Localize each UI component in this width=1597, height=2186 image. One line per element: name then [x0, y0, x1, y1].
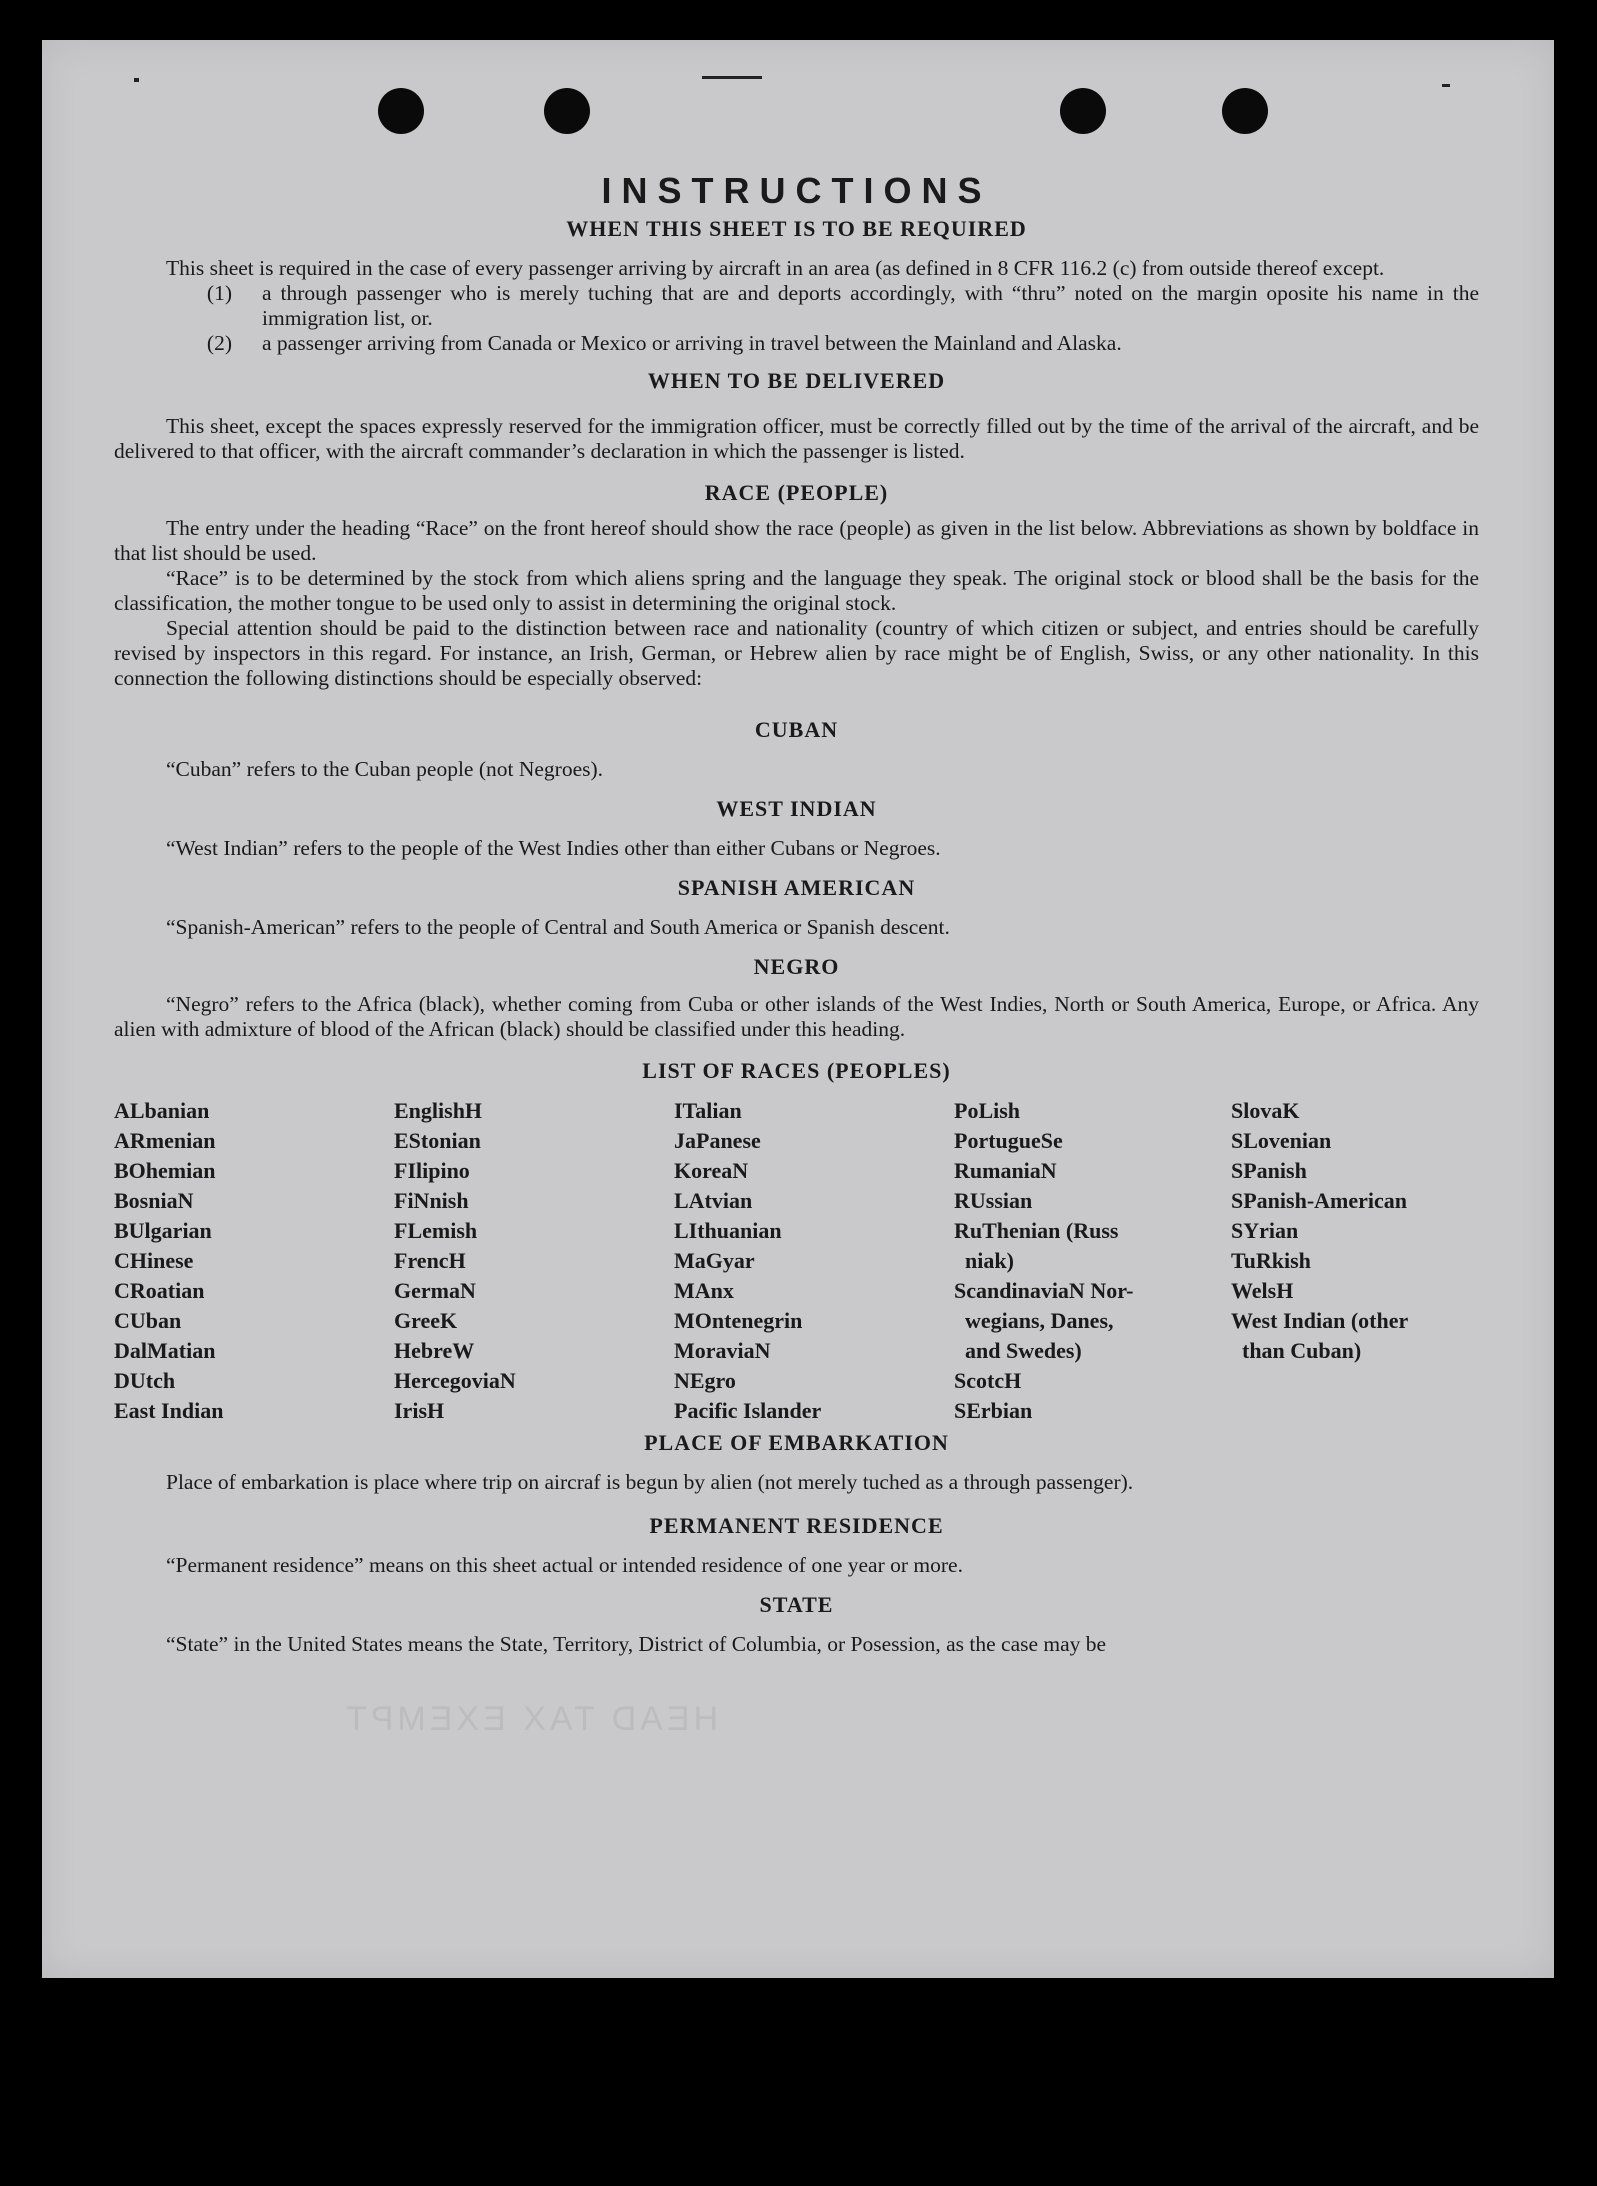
heading-when-required: WHEN THIS SHEET IS TO BE REQUIRED: [566, 216, 1027, 241]
race-entry: MaGyar: [674, 1248, 755, 1273]
race-entry: ARmenian: [114, 1128, 216, 1153]
exception-number: (1): [206, 281, 232, 305]
race-entry: FrencH: [394, 1248, 466, 1273]
race-entry: ScotcH: [954, 1368, 1022, 1393]
speck: [702, 76, 762, 79]
race-entry: BOhemian: [114, 1158, 216, 1183]
race-entry: NEgro: [674, 1368, 736, 1393]
race-entry: CUban: [114, 1308, 182, 1333]
race-entry: KoreaN: [674, 1158, 749, 1183]
race-paragraph-1: The entry under the heading “Race” on the front hereof should show the race (people) as given in the list below. Abbreviations as shown by boldface in that list should be used.: [114, 516, 1479, 565]
race-entry: EStonian: [394, 1128, 481, 1153]
head-tax-exempt-stamp: HEAD TAX EXEMPT: [342, 1700, 719, 1738]
punch-hole: [1222, 88, 1268, 134]
race-entry: niak): [954, 1248, 1014, 1273]
residence-text: “Permanent residence” means on this sheet actual or intended residence of one year or more.: [166, 1553, 963, 1577]
race-entry: DUtch: [114, 1368, 176, 1393]
punch-hole: [1060, 88, 1106, 134]
race-entry: LAtvian: [674, 1188, 753, 1213]
race-entry: than Cuban): [1231, 1338, 1362, 1363]
race-entry: RUssian: [954, 1188, 1033, 1213]
heading-west-indian: WEST INDIAN: [716, 796, 877, 821]
west-indian-text: “West Indian” refers to the people of the West Indies other than either Cubans or Negroes.: [166, 836, 941, 860]
cuban-text: “Cuban” refers to the Cuban people (not Negroes).: [166, 757, 604, 781]
race-entry: SYrian: [1231, 1218, 1299, 1243]
race-entry: SPanish-American: [1231, 1188, 1407, 1213]
heading-race: RACE (PEOPLE): [704, 480, 889, 505]
embarkation-text: Place of embarkation is place where trip on aircraf is begun by alien (not merely tuched as a through passenger).: [166, 1470, 1134, 1494]
race-entry: PortugueSe: [954, 1128, 1063, 1153]
when-delivered-text: This sheet, except the spaces expressly reserved for the immigration officer, must be correctly filled out by the time of the arrival of the aircraft, and be delivered to that officer, with the aircraft commander’s declaration in which the passenger is listed.: [114, 414, 1479, 463]
heading-negro: NEGRO: [753, 954, 840, 979]
race-entry: DalMatian: [114, 1338, 216, 1363]
race-entry: ITalian: [674, 1098, 742, 1123]
exception-item: [114, 281, 1479, 331]
race-entry: MoraviaN: [674, 1338, 771, 1363]
when-required-intro: This sheet is required in the case of every passenger arriving by aircraft in an area (as defined in 8 CFR 116.2 (c) from outside thereof except.: [166, 256, 1385, 280]
exception-text: a passenger arriving from Canada or Mexico or arriving in travel between the Mainland and Alaska.: [262, 331, 1122, 355]
race-entry: RuThenian (Russ: [954, 1218, 1119, 1243]
heading-residence: PERMANENT RESIDENCE: [649, 1513, 944, 1538]
races-column: [674, 1096, 954, 1426]
race-entry: BosniaN: [114, 1188, 194, 1213]
race-entry: West Indian (other: [1231, 1308, 1409, 1333]
race-entry: RumaniaN: [954, 1158, 1057, 1183]
race-paragraph-3: Special attention should be paid to the distinction between race and nationality (country of which citizen or subject, and entries should be carefully revised by inspectors in this regard. For instance, an Irish, German, or Hebrew alien by race might be of English, Swiss, or any other nationality. In this connection the following distinctions should be especially observed:: [114, 616, 1479, 690]
races-column: [954, 1096, 1231, 1426]
race-entry: BUlgarian: [114, 1218, 212, 1243]
heading-embarkation: PLACE OF EMBARKATION: [644, 1430, 949, 1455]
race-entry: CRoatian: [114, 1278, 205, 1303]
race-entry: FLemish: [394, 1218, 478, 1243]
race-entry: LIthuanian: [674, 1218, 782, 1243]
heading-cuban: CUBAN: [754, 717, 839, 742]
race-entry: CHinese: [114, 1248, 194, 1273]
race-entry: MOntenegrin: [674, 1308, 803, 1333]
punch-hole: [544, 88, 590, 134]
race-entry: SLovenian: [1231, 1128, 1332, 1153]
punch-hole: [378, 88, 424, 134]
heading-spanish-american: SPANISH AMERICAN: [677, 875, 916, 900]
exception-text: a through passenger who is merely tuching that are and deports accordingly, with “thru” noted on the margin oposite his name in the immigration list, or.: [262, 281, 1479, 330]
exception-item: [114, 331, 1479, 356]
race-entry: IrisH: [394, 1398, 445, 1423]
race-entry: HercegoviaN: [394, 1368, 516, 1393]
heading-when-delivered: WHEN TO BE DELIVERED: [647, 368, 946, 393]
races-list: [114, 1096, 1479, 1426]
race-entry: JaPanese: [674, 1128, 761, 1153]
race-entry: GreeK: [394, 1308, 458, 1333]
race-entry: ALbanian: [114, 1098, 210, 1123]
race-entry: HebreW: [394, 1338, 475, 1363]
speck: [1442, 84, 1450, 87]
race-entry: wegians, Danes,: [954, 1308, 1114, 1333]
race-entry: Pacific Islander: [674, 1398, 822, 1423]
race-entry: FIlipino: [394, 1158, 470, 1183]
race-entry: SErbian: [954, 1398, 1033, 1423]
document-sheet: [42, 40, 1554, 1978]
race-entry: and Swedes): [954, 1338, 1082, 1363]
race-entry: WelsH: [1231, 1278, 1294, 1303]
race-entry: SPanish: [1231, 1158, 1307, 1183]
races-column: [1231, 1096, 1479, 1426]
race-entry: TuRkish: [1231, 1248, 1311, 1273]
race-entry: EnglishH: [394, 1098, 483, 1123]
race-entry: ScandinaviaN Nor-: [954, 1278, 1134, 1303]
race-entry: PoLish: [954, 1098, 1021, 1123]
heading-state: STATE: [759, 1592, 834, 1617]
negro-text: “Negro” refers to the Africa (black), whether coming from Cuba or other islands of the West Indies, North or South America, Europe, or Africa. Any alien with admixture of blood of the African (black) should be classified under this heading.: [114, 992, 1479, 1041]
races-column: [114, 1096, 394, 1426]
speck: [134, 78, 139, 82]
race-entry: East Indian: [114, 1398, 224, 1423]
races-column: [394, 1096, 674, 1426]
page-title: INSTRUCTIONS: [601, 170, 992, 211]
state-text: “State” in the United States means the State, Territory, District of Columbia, or Posession, as the case may be: [166, 1632, 1107, 1656]
exception-number: (2): [206, 331, 232, 355]
race-paragraph-2: “Race” is to be determined by the stock from which aliens spring and the language they speak. The original stock or blood shall be the basis for the classification, the mother tongue to be used only to assist in determining the original stock.: [114, 566, 1479, 615]
race-entry: GermaN: [394, 1278, 476, 1303]
instructions-content: [114, 170, 1479, 1657]
race-entry: SlovaK: [1231, 1098, 1300, 1123]
spanish-american-text: “Spanish-American” refers to the people of Central and South America or Spanish descent.: [166, 915, 950, 939]
race-entry: MAnx: [674, 1278, 734, 1303]
race-entry: FiNnish: [394, 1188, 469, 1213]
heading-list-of-races: LIST OF RACES (PEOPLES): [642, 1058, 951, 1083]
